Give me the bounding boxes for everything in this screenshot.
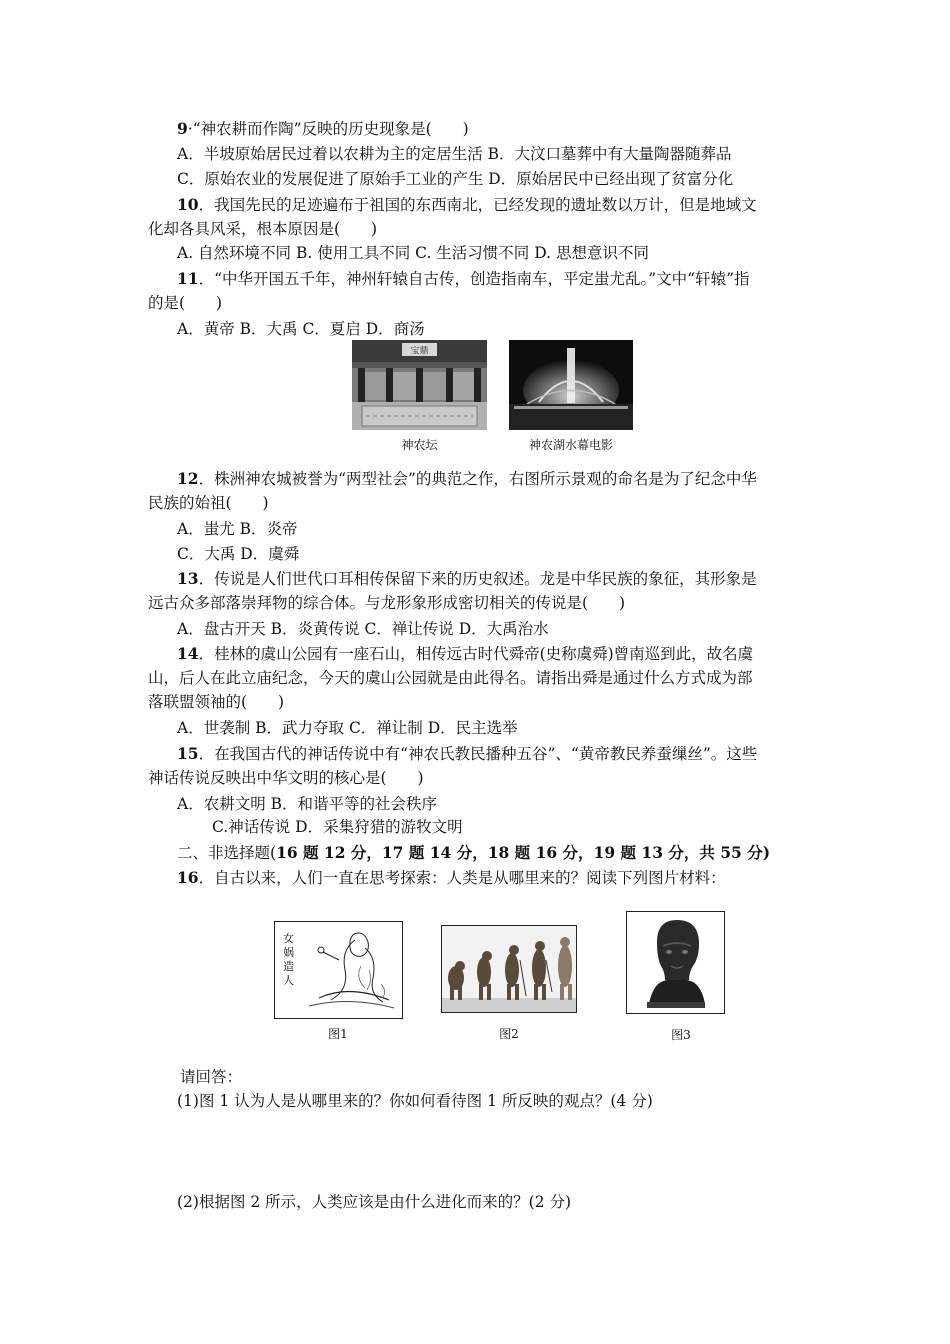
question-12-options-2: C．大禹 D．虞舜 xyxy=(177,545,300,563)
question-text: ．我国先民的足迹遍布于祖国的东西南北，已经发现的遗址数以万计，但是地域文 xyxy=(198,196,757,214)
question-16-stem xyxy=(177,866,842,890)
altar-sign-text: 宝鼎 xyxy=(410,346,429,357)
question-9-options-2: C．原始农业的发展促进了原始手工业的产生 D．原始居民中已经出现了贫富分化 xyxy=(177,170,734,188)
question-9-stem xyxy=(177,117,842,141)
question-12-stem-cont: 民族的始祖( ) xyxy=(148,494,269,512)
question-15-options-2: C.神话传说 D．采集狩猎的游牧文明 xyxy=(212,818,463,836)
question-15-stem-cont: 神话传说反映出中华文明的核心是( ) xyxy=(148,769,424,787)
section-2-title xyxy=(177,841,842,865)
question-13-stem xyxy=(177,567,842,591)
question-number: 14 xyxy=(177,644,199,663)
question-text: ．传说是人们世代口耳相传保留下来的历史叙述。龙是中华民族的象征，其形象是 xyxy=(198,570,757,588)
question-10-stem xyxy=(177,193,842,217)
question-number: 16 xyxy=(177,868,199,887)
figure-caption: 图1 xyxy=(328,1027,348,1041)
question-10-stem-cont: 化却各具风采，根本原因是( ) xyxy=(148,220,378,238)
question-10-options: A. 自然环境不同 B. 使用工具不同 C. 生活习惯不同 D. 思想意识不同 xyxy=(177,244,649,262)
question-number: 10 xyxy=(177,195,199,214)
question-11-stem-cont: 的是( ) xyxy=(148,294,223,312)
question-number: 12 xyxy=(177,469,199,488)
question-14-stem-cont-2: 落联盟领袖的( ) xyxy=(148,693,285,711)
question-text: ．桂林的虞山公园有一座石山，相传远古时代舜帝(史称虞舜)曾南巡到此，故名虞 xyxy=(198,645,754,663)
question-16-sub-2: (2)根据图 2 所示，人类应该是由什么进化而来的？(2 分) xyxy=(177,1193,572,1211)
nuwa-drawing xyxy=(299,926,399,1014)
question-14-stem-cont-1: 山，后人在此立庙纪念，今天的虞山公园就是由此得名。请指出舜是通过什么方式成为部 xyxy=(148,669,753,687)
question-15-stem xyxy=(177,742,842,766)
question-number: 9 xyxy=(177,119,188,138)
figure-caption: 图3 xyxy=(671,1028,691,1042)
figure-2-frame xyxy=(441,925,577,1013)
figure-3-frame xyxy=(626,911,725,1014)
question-text: ．株洲神农城被誉为“两型社会”的典范之作，右图所示景观的命名是为了纪念中华 xyxy=(198,470,757,488)
figure-shennong-lake-fountain xyxy=(509,340,633,453)
question-12-options-1: A．蚩尤 B．炎帝 xyxy=(177,520,298,538)
question-14-options: A．世袭制 B．武力夺取 C．禅让制 D．民主选举 xyxy=(177,719,518,737)
question-11-options: A．黄帝 B．大禹 C．夏启 D．商汤 xyxy=(177,320,425,338)
water-curtain-photo xyxy=(509,340,633,430)
question-16-sub-1: (1)图 1 认为人是从哪里来的？你如何看待图 1 所反映的观点？(4 分) xyxy=(177,1092,653,1110)
figure-3-bust xyxy=(626,911,726,1051)
answer-prompt: 请回答： xyxy=(180,1068,243,1086)
shennong-altar-photo xyxy=(352,340,487,430)
question-text: ．“中华开国五千年，神州轩辕自古传，创造指南车，平定蚩尤乱。”文中“轩辕”指 xyxy=(198,270,750,288)
section-title-scores: 16 题 12 分，17 题 14 分，18 题 16 分，19 题 13 分，共 55 分) xyxy=(276,843,771,862)
section-title-prefix: 二、非选择题( xyxy=(177,844,277,862)
question-text: ．在我国古代的神话传说中有“神农氏教民播种五谷”、“黄帝教民养蚕缫丝”。这些 xyxy=(198,745,758,763)
ancient-human-bust xyxy=(627,912,724,1013)
figure-2-evolution xyxy=(441,925,578,1051)
figure-caption: 神农湖水幕电影 xyxy=(528,438,613,452)
question-text: ．自古以来，人们一直在思考探索：人类是从哪里来的？阅读下列图片材料： xyxy=(198,869,726,887)
question-number: 15 xyxy=(177,744,199,763)
question-text: ·“神农耕而作陶”反映的历史现象是( ) xyxy=(187,120,469,138)
figure-1-nuwa xyxy=(274,921,404,1051)
human-evolution-drawing xyxy=(442,926,576,1012)
question-13-stem-cont: 远古众多部落崇拜物的综合体。与龙形象形成密切相关的传说是( ) xyxy=(148,594,626,612)
question-14-stem xyxy=(177,642,842,666)
figure-1-frame xyxy=(274,921,403,1019)
question-13-options: A．盘古开天 B．炎黄传说 C．禅让传说 D．大禹治水 xyxy=(177,620,549,638)
question-12-stem xyxy=(177,467,842,491)
question-15-options-1: A．农耕文明 B．和谐平等的社会秩序 xyxy=(177,795,438,813)
question-9-options-1: A．半坡原始居民过着以农耕为主的定居生活 B．大汶口墓葬中有大量陶器随葬品 xyxy=(177,145,732,163)
question-number: 13 xyxy=(177,569,199,588)
nuwa-vertical-title: 女娲造人 xyxy=(283,932,294,987)
figure-shennong-altar xyxy=(352,340,487,453)
figure-caption: 神农坛 xyxy=(401,438,438,452)
question-11-stem xyxy=(177,267,842,291)
question-number: 11 xyxy=(177,269,199,288)
figure-caption: 图2 xyxy=(499,1027,519,1041)
